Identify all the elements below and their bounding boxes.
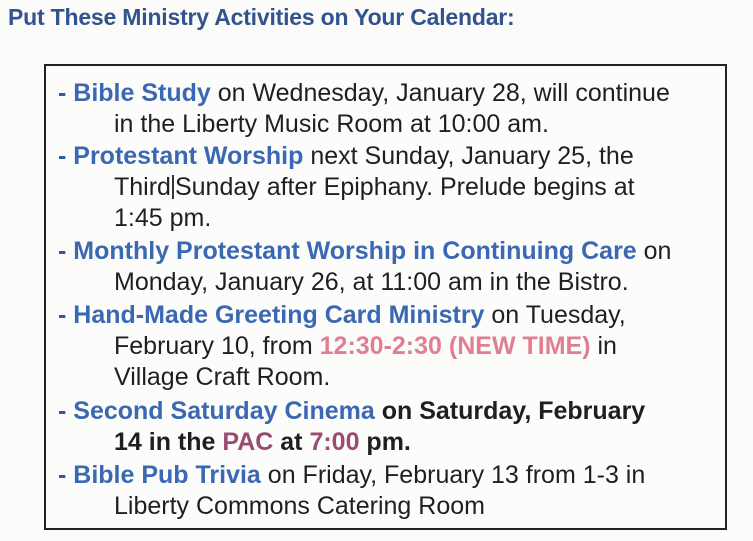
text-cursor — [172, 175, 174, 199]
bullet-dash: - — [58, 237, 74, 265]
activity-title: Bible Pub Trivia — [73, 461, 261, 489]
activity-bible-study — [58, 78, 726, 140]
activity-pub-trivia — [58, 460, 726, 522]
activity-protestant-worship — [58, 141, 726, 234]
activities-box — [44, 64, 727, 530]
activity-detail: 14 in the — [114, 428, 223, 456]
activity-detail: Village Craft Room. — [114, 363, 331, 391]
activity-cinema — [58, 396, 726, 458]
activity-detail: on — [636, 237, 672, 265]
activity-detail: on Saturday, February — [374, 397, 646, 425]
activity-detail: Liberty Commons Catering Room — [114, 492, 485, 520]
new-time-highlight: 12:30-2:30 (NEW TIME) — [319, 332, 591, 360]
time-highlight: 7:00 — [309, 428, 360, 456]
activity-title: Bible Study — [73, 79, 211, 107]
activity-detail: next Sunday, January 25, the — [303, 142, 634, 170]
activity-title: Second Saturday Cinema — [73, 397, 375, 425]
activity-title: Protestant Worship — [73, 142, 304, 170]
activity-detail: 1:45 pm. — [114, 204, 212, 232]
bullet-dash: - — [58, 79, 74, 107]
activity-detail: Monday, January 26, at 11:00 am in the Bistro. — [114, 268, 629, 296]
activity-detail: in — [590, 332, 617, 360]
activity-title: Hand-Made Greeting Card Ministry — [73, 301, 485, 329]
bullet-dash: - — [58, 142, 74, 170]
activity-detail: at — [273, 428, 310, 456]
activity-detail: on Friday, February 13 from 1-3 in — [260, 461, 646, 489]
activity-monthly-worship — [58, 236, 726, 298]
activity-detail: on Tuesday, — [484, 301, 626, 329]
activity-detail: Third — [114, 173, 171, 201]
bullet-dash: - — [58, 461, 74, 489]
activity-detail: on Wednesday, January 28, will continue — [210, 79, 670, 107]
activity-detail: Sunday after Epiphany. Prelude begins at — [174, 173, 635, 201]
activity-detail: February 10, from — [114, 332, 320, 360]
bullet-dash: - — [58, 301, 74, 329]
activity-title: Monthly Protestant Worship in Continuing Care — [73, 237, 637, 265]
activity-greeting-card — [58, 300, 726, 393]
activity-detail: pm. — [359, 428, 411, 456]
bullet-dash: - — [58, 397, 74, 425]
activity-detail: in the Liberty Music Room at 10:00 am. — [114, 110, 549, 138]
page-heading: Put These Ministry Activities on Your Calendar: — [8, 4, 515, 30]
pac-highlight: PAC — [222, 428, 274, 456]
